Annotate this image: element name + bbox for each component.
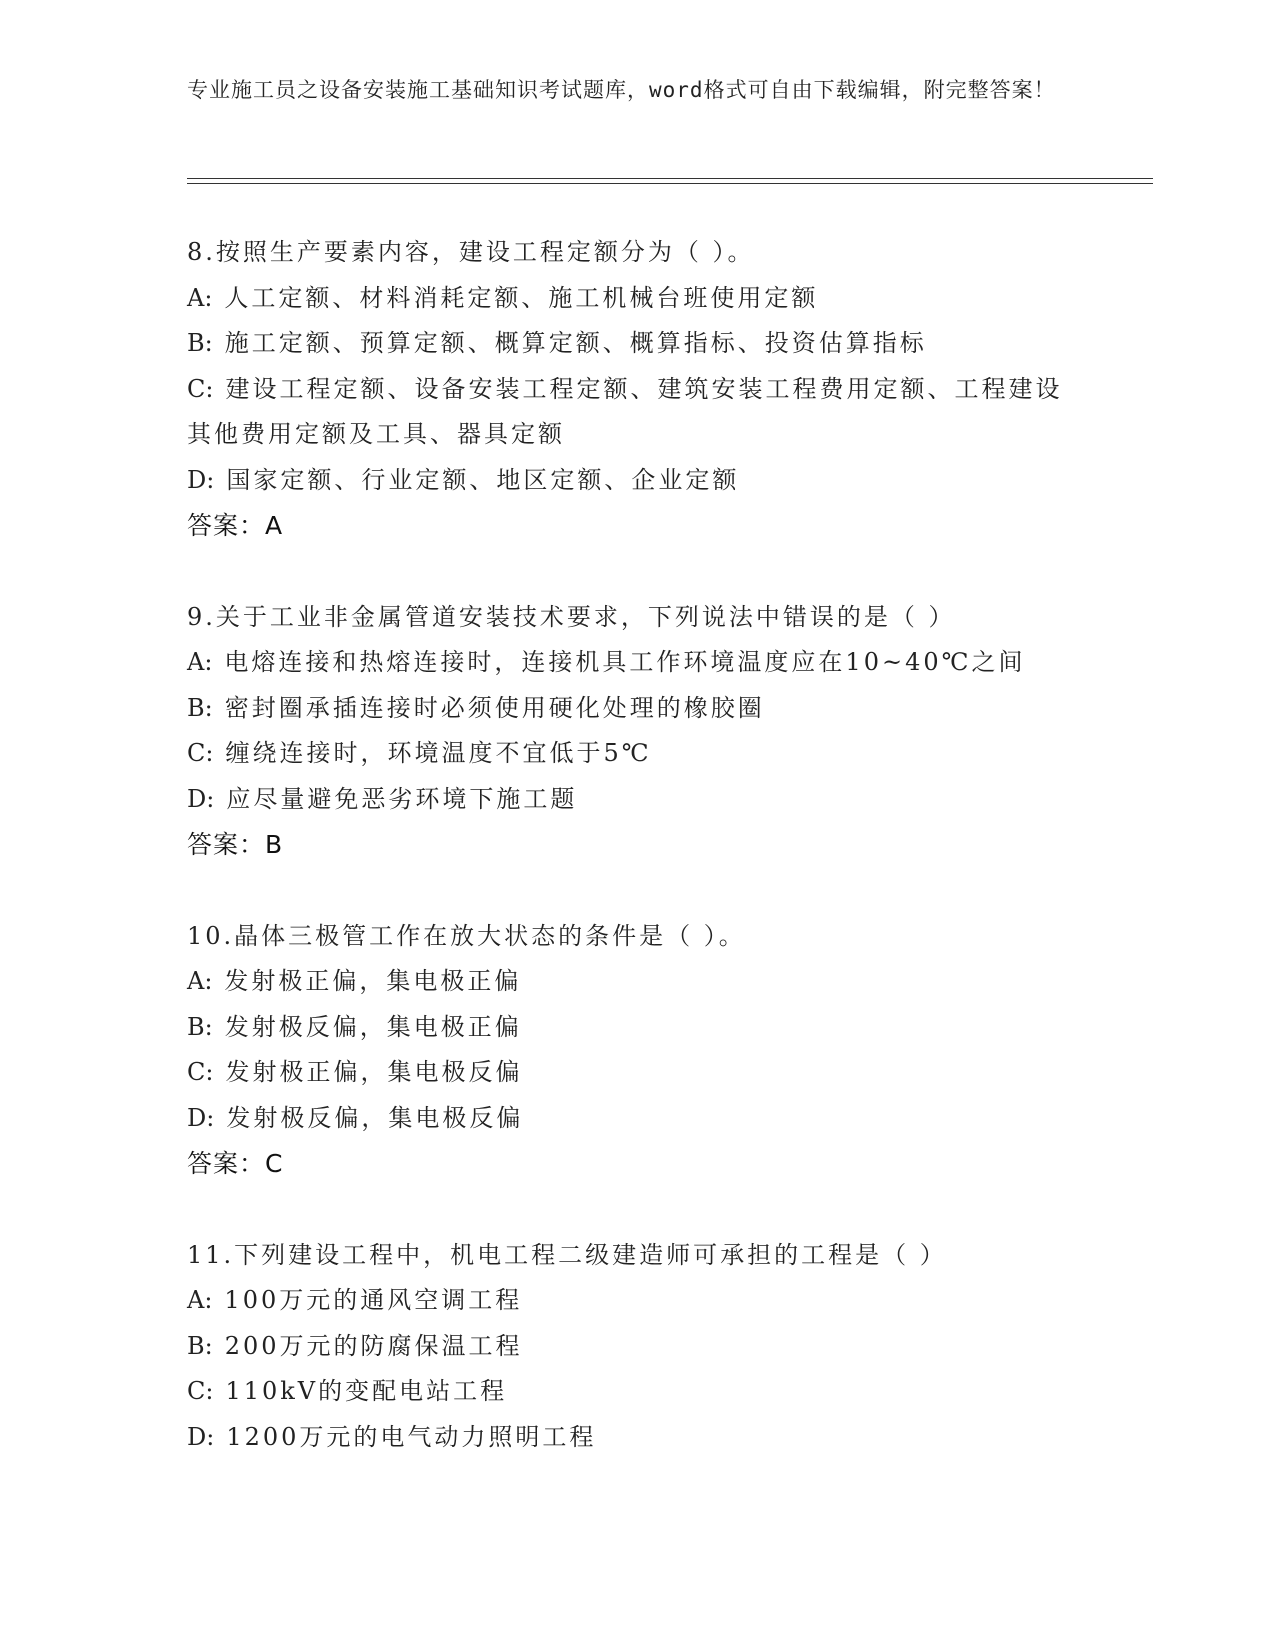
document-header: 专业施工员之设备安装施工基础知识考试题库，word格式可自由下载编辑，附完整答案！ <box>187 78 1056 102</box>
answer-line: 答案：A <box>187 511 284 540</box>
question-stem: 10.晶体三极管工作在放大状态的条件是（ ）。 <box>187 921 746 950</box>
option-d <box>187 458 1087 504</box>
option-label: A: <box>187 1286 213 1314</box>
option-label: C: <box>187 374 214 403</box>
option-a <box>187 959 1087 1005</box>
option-c <box>187 731 1087 777</box>
option-label: A: <box>187 648 213 676</box>
option-c <box>187 367 1087 458</box>
option-text: 缠绕连接时，环境温度不宜低于5℃ <box>225 739 652 767</box>
option-text: 发射极正偏，集电极反偏 <box>225 1058 523 1086</box>
answer-line: 答案：B <box>187 830 284 859</box>
option-text: 1200万元的电气动力照明工程 <box>226 1422 597 1451</box>
answer-line: 答案：C <box>187 1149 284 1178</box>
option-text: 密封圈承插连接时必须使用硬化处理的橡胶圈 <box>224 693 765 722</box>
option-text: 建设工程定额、设备安装工程定额、建筑安装工程费用定额、工程建设其他费用定额及工具、器具定额 <box>187 374 1063 448</box>
option-label: D: <box>187 1422 215 1451</box>
question-stem: 8.按照生产要素内容，建设工程定额分为（ ）。 <box>187 238 755 266</box>
question-9 <box>187 595 1087 868</box>
option-text: 电熔连接和热熔连接时，连接机具工作环境温度应在10~40℃之间 <box>224 648 1026 676</box>
option-a <box>187 640 1087 686</box>
question-11 <box>187 1233 1087 1461</box>
option-label: C: <box>187 1377 214 1405</box>
option-label: C: <box>187 1058 214 1086</box>
option-text: 应尽量避免恶劣环境下施工题 <box>226 784 578 813</box>
option-d <box>187 777 1087 823</box>
option-d <box>187 1415 1087 1461</box>
option-text: 发射极正偏，集电极正偏 <box>224 967 522 995</box>
question-stem: 9.关于工业非金属管道安装技术要求，下列说法中错误的是（ ） <box>187 602 956 631</box>
option-text: 国家定额、行业定额、地区定额、企业定额 <box>226 465 740 494</box>
header-divider-bottom <box>187 183 1153 184</box>
option-text: 100万元的通风空调工程 <box>224 1286 523 1314</box>
option-b <box>187 1324 1087 1370</box>
option-label: B: <box>187 1012 213 1041</box>
question-8 <box>187 230 1087 549</box>
option-text: 发射极反偏，集电极反偏 <box>226 1103 524 1132</box>
option-a <box>187 1278 1087 1324</box>
option-label: C: <box>187 739 214 767</box>
option-text: 人工定额、材料消耗定额、施工机械台班使用定额 <box>224 283 819 312</box>
question-10 <box>187 914 1087 1187</box>
option-text: 110kV的变配电站工程 <box>225 1377 508 1405</box>
header-divider-top <box>187 178 1153 179</box>
option-d <box>187 1096 1087 1142</box>
option-c <box>187 1050 1087 1096</box>
option-label: A: <box>187 283 213 312</box>
question-list <box>187 230 1087 1506</box>
option-label: B: <box>187 1331 213 1360</box>
option-b <box>187 686 1087 732</box>
option-b <box>187 1005 1087 1051</box>
option-label: B: <box>187 329 213 357</box>
option-label: D: <box>187 465 215 494</box>
option-label: A: <box>187 967 213 995</box>
option-label: B: <box>187 693 213 722</box>
option-b <box>187 321 1087 367</box>
option-c <box>187 1369 1087 1415</box>
option-label: D: <box>187 784 215 813</box>
question-stem: 11.下列建设工程中，机电工程二级建造师可承担的工程是（ ） <box>187 1240 947 1269</box>
option-a <box>187 276 1087 322</box>
option-text: 施工定额、预算定额、概算定额、概算指标、投资估算指标 <box>224 329 927 357</box>
option-text: 200万元的防腐保温工程 <box>224 1331 523 1360</box>
option-label: D: <box>187 1103 215 1132</box>
option-text: 发射极反偏，集电极正偏 <box>224 1012 522 1041</box>
